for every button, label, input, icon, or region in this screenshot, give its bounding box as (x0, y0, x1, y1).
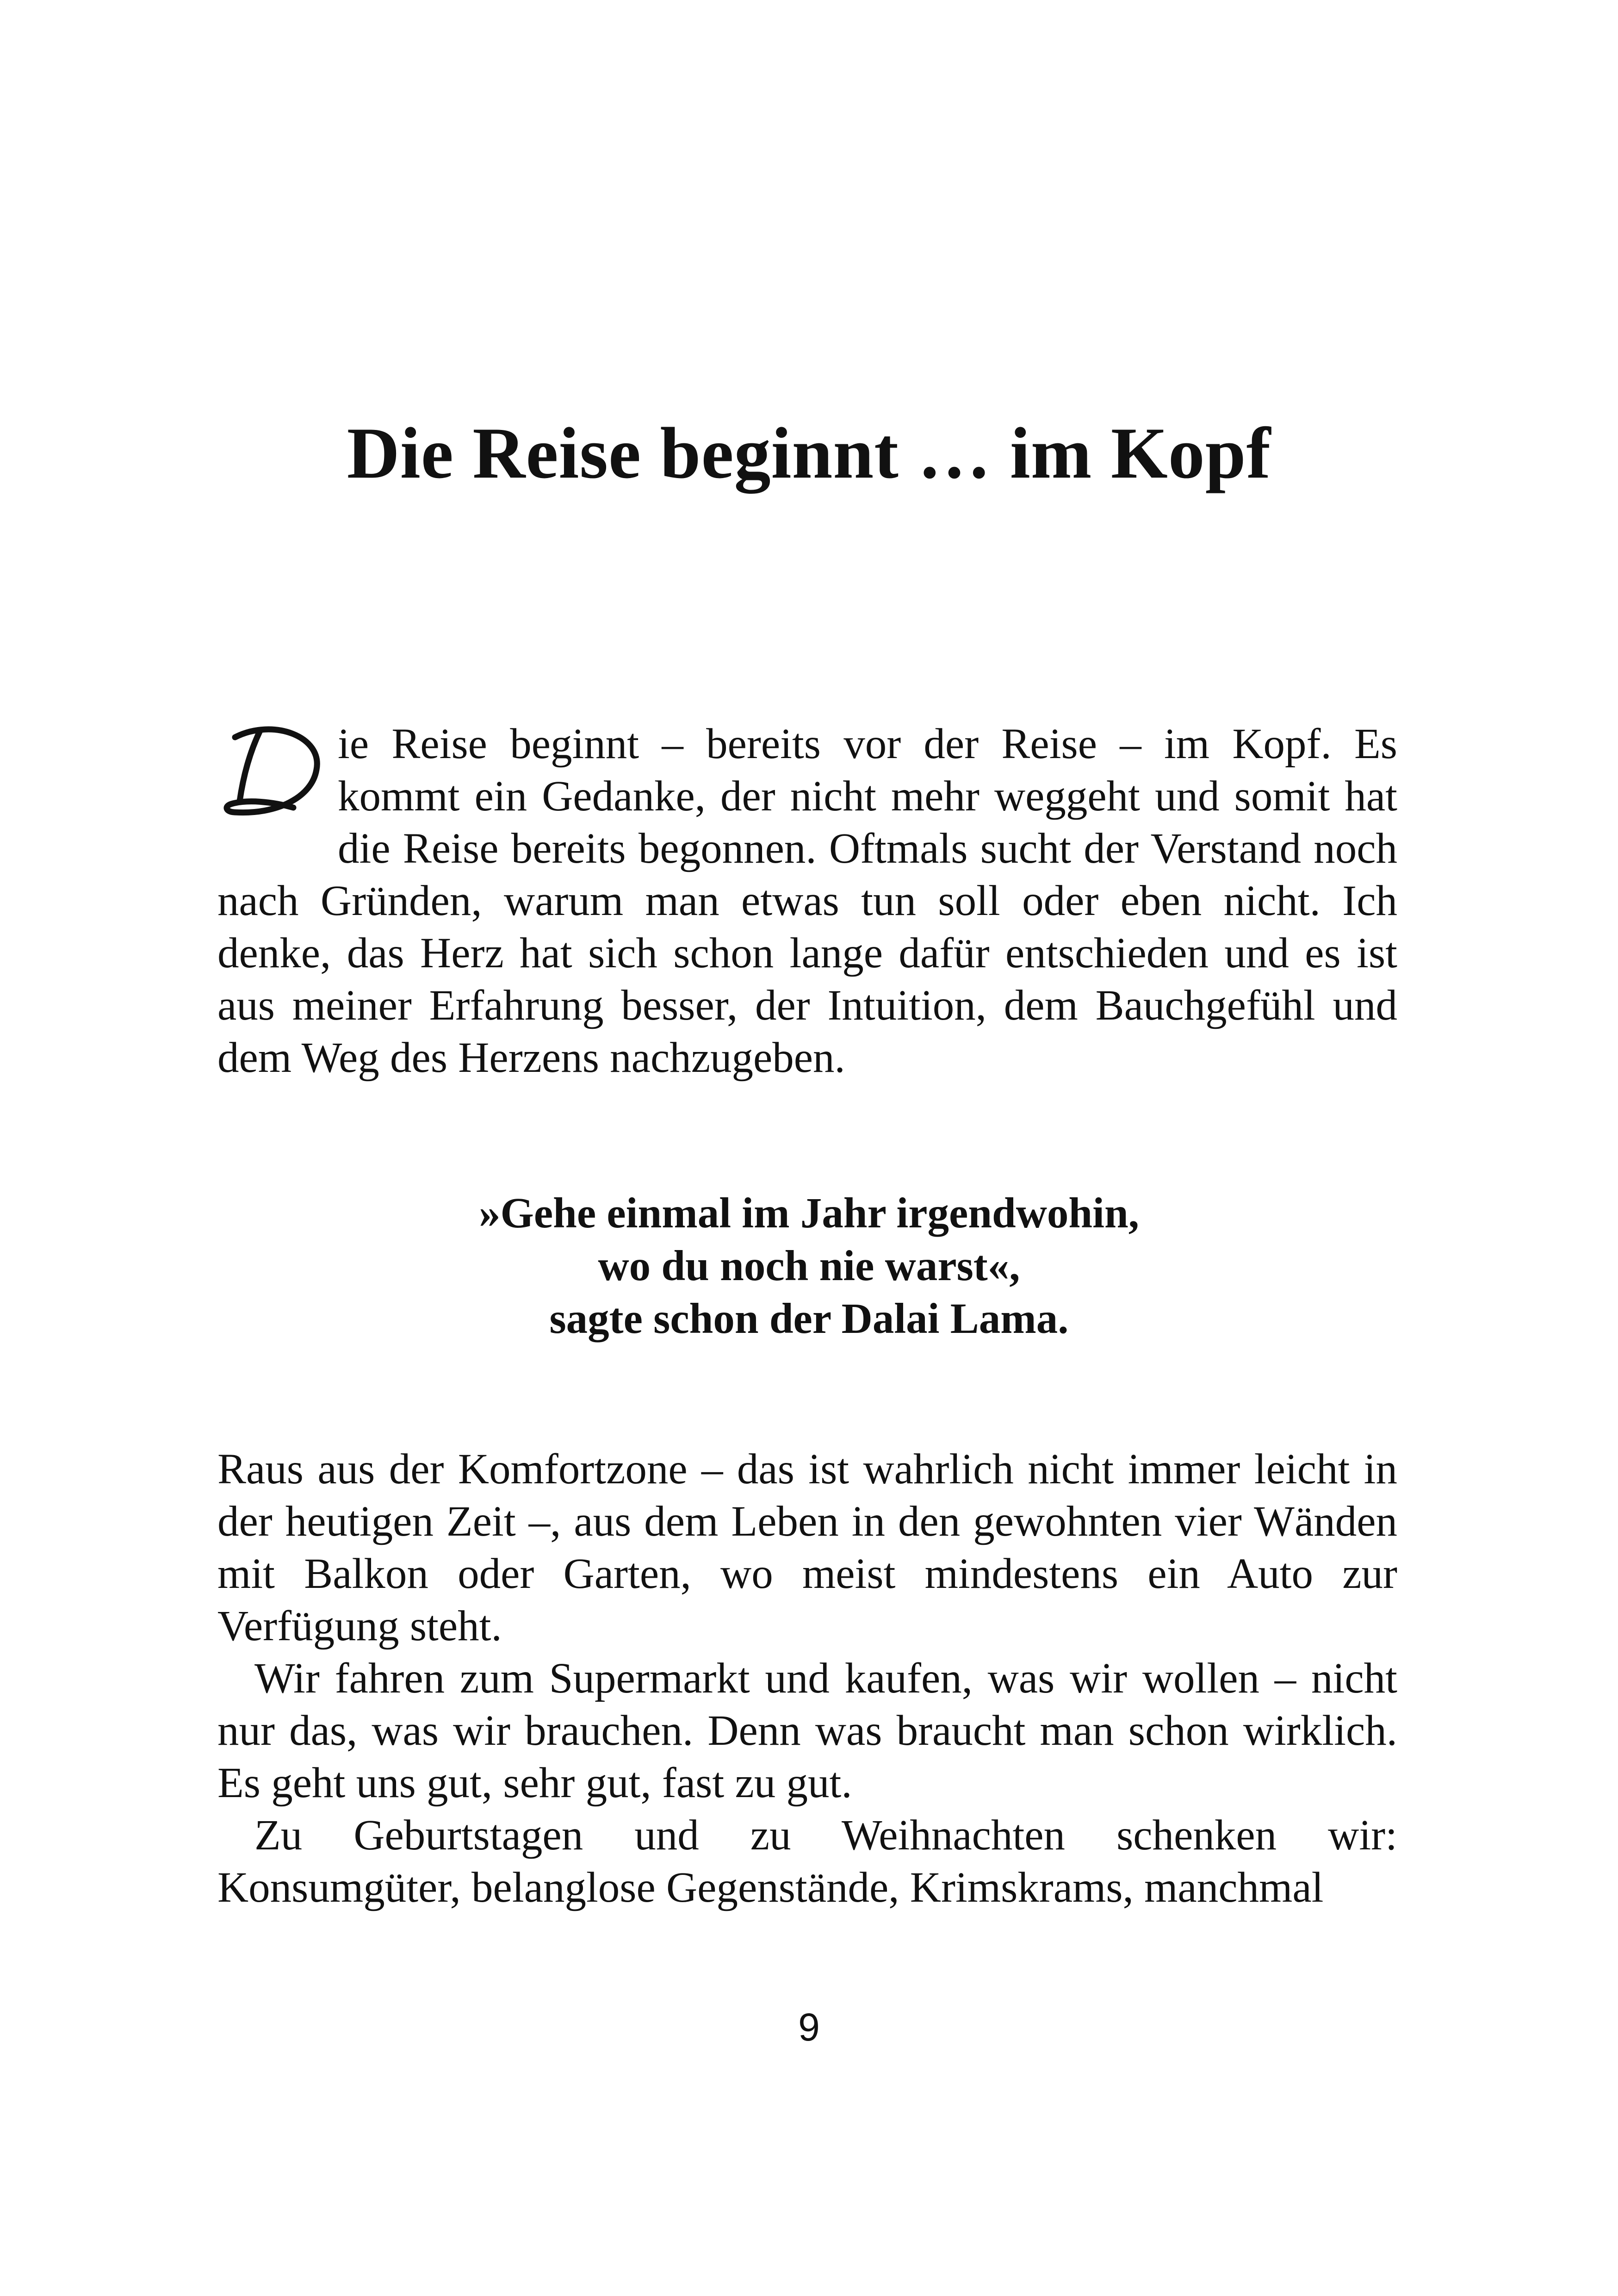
dalai-lama-quote (0, 1187, 1618, 1345)
body-text (217, 1443, 1397, 1914)
drop-cap (217, 720, 333, 824)
chapter-title: Die Reise beginnt … im Kopf (347, 413, 1271, 494)
intro-text: ie Reise beginnt – bereits vor der Reise – im Kopf. Es kommt ein Gedanke, der nicht mehr weggeht und somit hat die Reise bereits begonnen. Oftmals sucht der Verstand noch nach Gründen, warum man etwas tun soll oder eben nicht. Ich denke, das Herz hat sich schon lange dafür entschieden und es ist aus meiner Erfahrung besser, der Intuition, dem Bauchgefühl und dem Weg des Herzens nachzugeben. (217, 720, 1397, 1082)
drop-cap-d-glyph (217, 720, 327, 824)
paragraph: Wir fahren zum Supermarkt und kaufen, was wir wollen – nicht nur das, was wir brauchen. Denn was braucht man schon wirklich. Es geht uns gut, sehr gut, fast zu gut. (217, 1655, 1397, 1807)
quote-line: »Gehe einmal im Jahr irgendwohin, (479, 1189, 1139, 1237)
quote-line: wo du noch nie warst«, (598, 1242, 1020, 1290)
quote-attribution: sagte schon der Dalai Lama. (549, 1295, 1069, 1343)
paragraph: Zu Geburtstagen und zu Weihnachten schenken wir: Konsumgüter, belanglose Gegenstände, Krimskrams, manchmal (217, 1811, 1397, 1911)
intro-paragraph (217, 718, 1397, 1084)
page-number: 9 (798, 2005, 820, 2049)
paragraph: Raus aus der Komfortzone – das ist wahrlich nicht immer leicht in der heutigen Zeit –, aus dem Leben in den gewohnten vier Wänden mit Balkon oder Garten, wo meist mindestens ein Auto zur Verfügung steht. (217, 1445, 1397, 1650)
